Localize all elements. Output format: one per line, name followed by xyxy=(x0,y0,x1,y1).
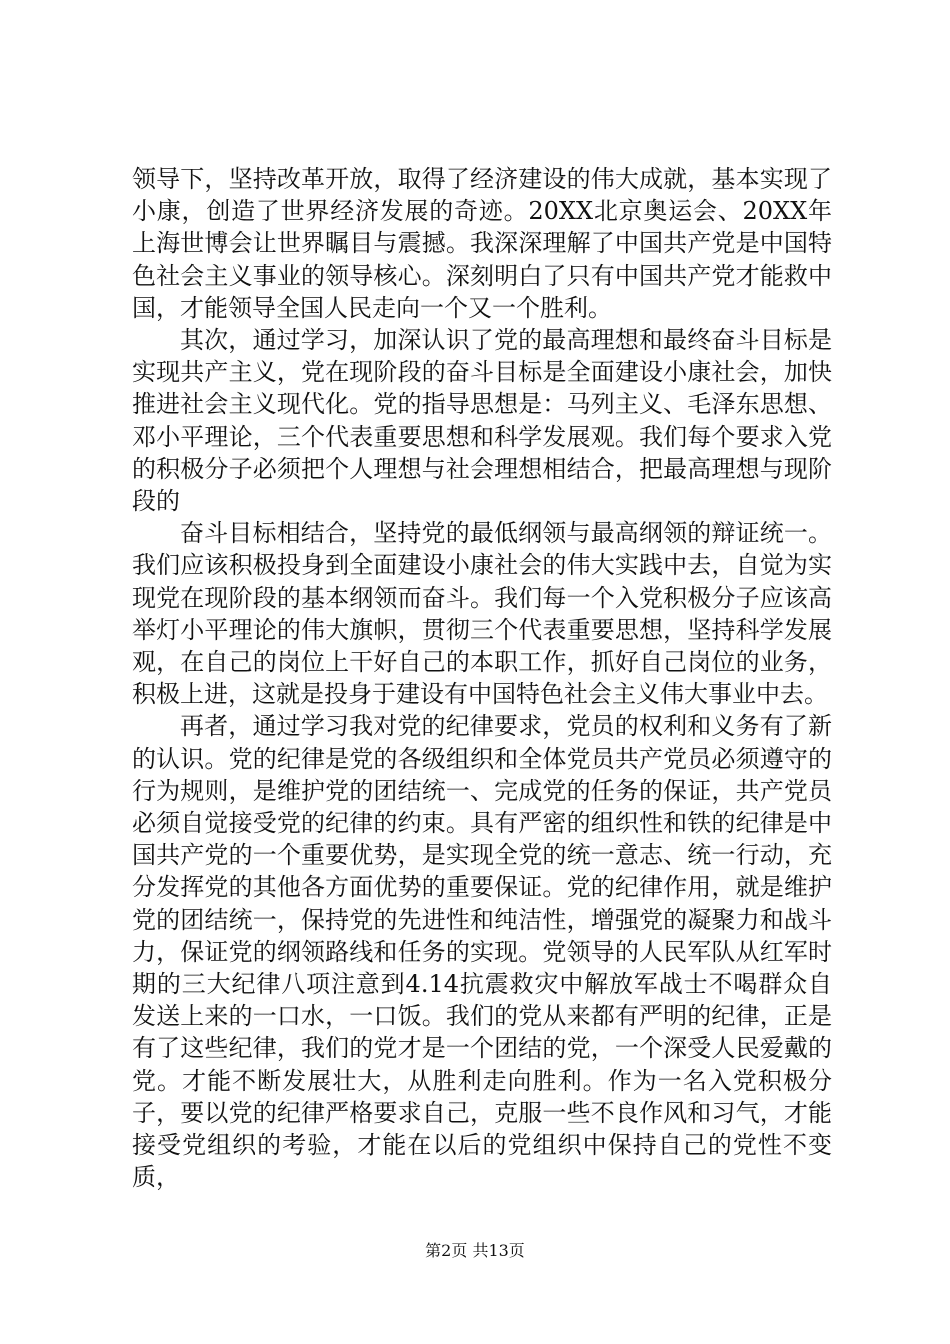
paragraph-goals: 奋斗目标相结合，坚持党的最低纲领与最高纲领的辩证统一。我们应该积极投身到全面建设小康社会的伟大实践中去，自觉为实现党在现阶段的基本纲领而奋斗。我们每一个入党积极分子应该高举灯小平理论的伟大旗帜，贯彻三个代表重要思想，坚持科学发展观，在自己的岗位上干好自己的本职工作，抓好自己岗位的业务，积极上进，这就是投身于建设有中国特色社会主义伟大事业中去。 xyxy=(132,519,832,709)
paragraph-ideals: 其次，通过学习，加深认识了党的最高理想和最终奋斗目标是实现共产主义，党在现阶段的奋斗目标是全面建设小康社会，加快推进社会主义现代化。党的指导思想是：马列主义、毛泽东思想、邓小平理论，三个代表重要思想和科学发展观。我们每个要求入党的积极分子必须把个人理想与社会理想相结合，把最高理想与现阶段的 xyxy=(132,326,832,516)
paragraph-discipline: 再者，通过学习我对党的纪律要求，党员的权利和义务有了新的认识。党的纪律是党的各级组织和全体党员共产党员必须遵守的行为规则，是维护党的团结统一、完成党的任务的保证，共产党员必须自觉接受党的纪律的约束。具有严密的组织性和铁的纪律是中国共产党的一个重要优势，是实现全党的统一意志、统一行动，充分发挥党的其他各方面优势的重要保证。党的纪律作用，就是维护党的团结统一，保持党的先进性和纯洁性，增强党的凝聚力和战斗力，保证党的纲领路线和任务的实现。党领导的人民军队从红军时期的三大纪律八项注意到4.14抗震救灾中解放军战士不喝群众自发送上来的一口水，一口饭。我们的党从来都有严明的纪律，正是有了这些纪律，我们的党才是一个团结的党，一个深受人民爱戴的党。才能不断发展壮大，从胜利走向胜利。作为一名入党积极分子，要以党的纪律严格要求自己，克服一些不良作风和习气，才能接受党组织的考验，才能在以后的党组织中保持自己的党性不变质， xyxy=(132,712,832,1192)
page-number-footer: 第2页 共13页 xyxy=(425,1241,525,1260)
paragraph-continuation: 领导下，坚持改革开放，取得了经济建设的伟大成就，基本实现了小康，创造了世界经济发展的奇迹。20XX北京奥运会、20XX年上海世博会让世界瞩目与震撼。我深深理解了中国共产党是中国特色社会主义事业的领导核心。深刻明白了只有中国共产党才能救中国，才能领导全国人民走向一个又一个胜利。 xyxy=(132,165,832,322)
document-body xyxy=(132,163,832,1194)
